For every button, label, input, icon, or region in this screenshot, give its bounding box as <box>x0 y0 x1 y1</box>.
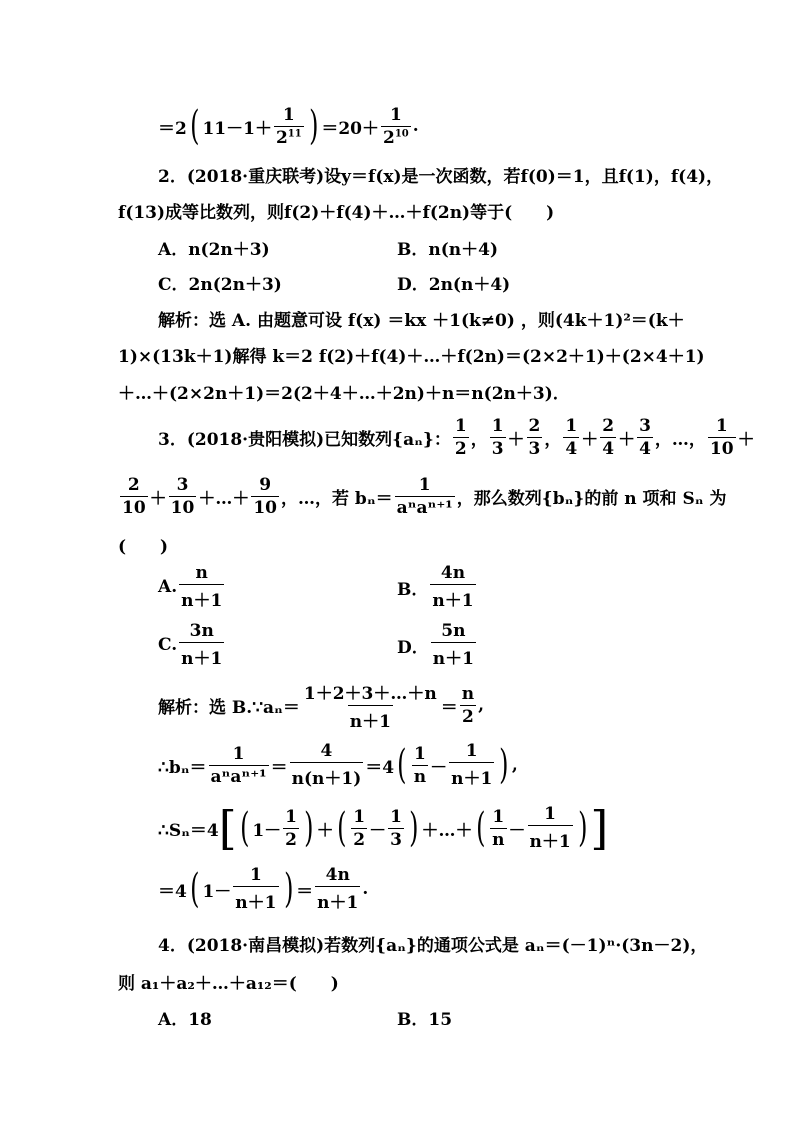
right-paren: ) <box>409 805 419 851</box>
left-paren: ( <box>189 103 200 149</box>
right-bracket: ] <box>590 801 609 855</box>
problem-2-solution-1: 解析：选 A. 由题意可设 f(x) ＝kx ＋1(k≠0) ，则(4k＋1)²＝(k＋ <box>158 311 685 331</box>
fraction: $\frac{1}{n+1}$ <box>451 741 493 789</box>
fraction: $\frac{2}{10}$ <box>122 474 146 518</box>
problem-3-option-b: B． $\frac{4n}{n+1}$ <box>397 563 474 611</box>
formula-line-1 <box>158 96 419 156</box>
fraction: $\frac{5n}{n+1}$ <box>432 621 474 669</box>
right-paren: ) <box>499 742 509 788</box>
solution-3-line-4: ＝4 ( 1－ $\frac{1}{n+1}$ ) ＝ $\frac{4n}{n+1}$ . <box>158 865 369 913</box>
fraction: $\frac{1}{2^{10}}$ <box>383 104 409 148</box>
problem-2-option-c: C．2n(2n＋3) <box>158 275 282 295</box>
fraction: $\frac{2}{4}$ <box>602 415 615 459</box>
right-paren: ) <box>577 805 588 851</box>
left-paren: ( <box>336 805 347 851</box>
right-paren: ) <box>283 866 293 912</box>
fraction: $\frac{2}{3}$ <box>528 415 541 459</box>
problem-2-solution-2: 1)×(13k＋1)解得 k＝2 f(2)＋f(4)＋…＋f(2n)＝(2×2＋1)＋(2×4＋1) <box>118 347 705 367</box>
problem-2-option-d: D．2n(n＋4) <box>397 275 511 295</box>
problem-2-line-1: 2．(2018·重庆联考)设y＝f(x)是一次函数，若f(0)＝1，且f(1)，f(4)， <box>158 167 724 187</box>
problem-4-line-2: 则 a₁＋a₂＋…＋a₁₂＝( ) <box>118 974 339 994</box>
problem-2-option-b: B．n(n＋4) <box>397 240 499 260</box>
fraction: $\frac{3}{10}$ <box>170 474 195 518</box>
left-paren: ( <box>475 805 486 851</box>
fraction: $\frac{1}{2^{11}}$ <box>275 104 302 148</box>
fraction: $\frac{1}{\text{aⁿaⁿ⁺¹}}$ <box>210 743 267 787</box>
problem-4-option-a: A．18 <box>158 1010 212 1030</box>
formula-text: 11－1＋ <box>202 118 272 139</box>
problem-3-option-d: D． $\frac{5n}{n+1}$ <box>397 621 474 669</box>
fraction: $\frac{1}{2}$ <box>353 806 366 850</box>
fraction: $\frac{1}{3}$ <box>390 806 402 850</box>
right-paren: ) <box>308 103 319 149</box>
fraction: $\frac{1}{n+1}$ <box>529 804 571 852</box>
fraction: $\frac{9}{10}$ <box>253 474 278 518</box>
formula-text: ＝20＋ <box>321 118 379 139</box>
fraction: $\frac{1+2+3+\dots+n}{n+1}$ <box>303 683 437 732</box>
problem-3-paren: ( ) <box>118 537 169 557</box>
fraction: $\frac{4}{n(n+1)}$ <box>291 741 362 789</box>
problem-4-option-b: B．15 <box>397 1010 453 1030</box>
fraction: $\frac{4n}{n+1}$ <box>317 865 359 913</box>
solution-3-line-1: 解析：选 B.∵aₙ＝ $\frac{1+2+3+\dots+n}{n+1}$ ＝ $\frac{n}{2}$ , <box>158 680 484 730</box>
fraction: $\frac{1}{2}$ <box>454 415 467 459</box>
fraction: $\frac{4n}{n+1}$ <box>432 563 474 611</box>
problem-4-line-1: 4．(2018·南昌模拟)若数列{aₙ}的通项公式是 aₙ＝(－1)ⁿ·(3n－2)， <box>158 936 708 956</box>
fraction: $\frac{n}{n+1}$ <box>181 563 223 611</box>
problem-3-line-1: 3．(2018·贵阳模拟)已知数列{aₙ}： $\frac{1}{2}$ ， $\frac{1}{3}$ ＋ $\frac{2}{3}$ ， $\frac{1}{4}$ ＋ $\frac{2}{4}$ ＋ $\frac{3}{4}$ ，…， $\frac{1}{10}$ ＋ <box>158 415 755 459</box>
left-paren: ( <box>397 742 407 788</box>
problem-3-option-c: C. $\frac{3n}{n+1}$ <box>158 621 223 669</box>
fraction: $\frac{n}{2}$ <box>461 683 475 727</box>
right-paren: ) <box>304 805 314 851</box>
left-paren: ( <box>189 866 200 912</box>
problem-2-option-a: A．n(2n＋3) <box>158 240 270 260</box>
fraction: $\frac{1}{n+1}$ <box>235 865 277 913</box>
fraction: $\frac{1}{n}$ <box>413 743 427 787</box>
formula-text: . <box>412 116 419 136</box>
fraction: $\frac{1}{n}$ <box>492 806 505 850</box>
fraction: $\frac{1}{3}$ <box>491 415 504 459</box>
problem-2-line-2: f(13)成等比数列，则f(2)＋f(4)＋…＋f(2n)等于( ) <box>118 203 555 223</box>
solution-3-line-2: ∴bₙ＝ $\frac{1}{\text{aⁿaⁿ⁺¹}}$ ＝ $\frac{4}{n(n+1)}$ ＝4 ( $\frac{1}{n}$ － $\frac{1}{n+1}$ ) , <box>158 741 518 789</box>
left-bracket: [ <box>218 801 237 855</box>
left-paren: ( <box>239 805 250 851</box>
problem-3-option-a: A. $\frac{n}{n+1}$ <box>158 563 223 611</box>
fraction: $\frac{1}{2}$ <box>285 806 297 850</box>
fraction: $\frac{1}{\text{aⁿaⁿ⁺¹}}$ <box>396 474 453 518</box>
fraction: $\frac{1}{4}$ <box>565 415 578 459</box>
problem-3-line-2: $\frac{2}{10}$ ＋ $\frac{3}{10}$ ＋…＋ $\frac{9}{10}$ ，…，若 bₙ＝ $\frac{1}{\text{aⁿaⁿ⁺¹}}$ ，那么数列{bₙ}的前 n 项和 Sₙ 为 <box>122 474 727 518</box>
fraction: $\frac{1}{10}$ <box>709 415 734 459</box>
problem-2-solution-3: ＋…＋(2×2n＋1)＝2(2＋4＋…＋2n)＋n＝n(2n＋3)． <box>118 384 570 404</box>
formula-text: ＝2 <box>158 118 187 139</box>
fraction: $\frac{3}{4}$ <box>639 415 651 459</box>
fraction: $\frac{3n}{n+1}$ <box>181 621 223 669</box>
solution-3-line-3: ∴Sₙ＝4 [ ( 1－ $\frac{1}{2}$ ) ＋ ( $\frac{1}{2}$ － $\frac{1}{3}$ ) ＋…＋ ( $\frac{1}{n}$ － $\frac{1}{n+1}$ ) ] <box>158 801 609 855</box>
